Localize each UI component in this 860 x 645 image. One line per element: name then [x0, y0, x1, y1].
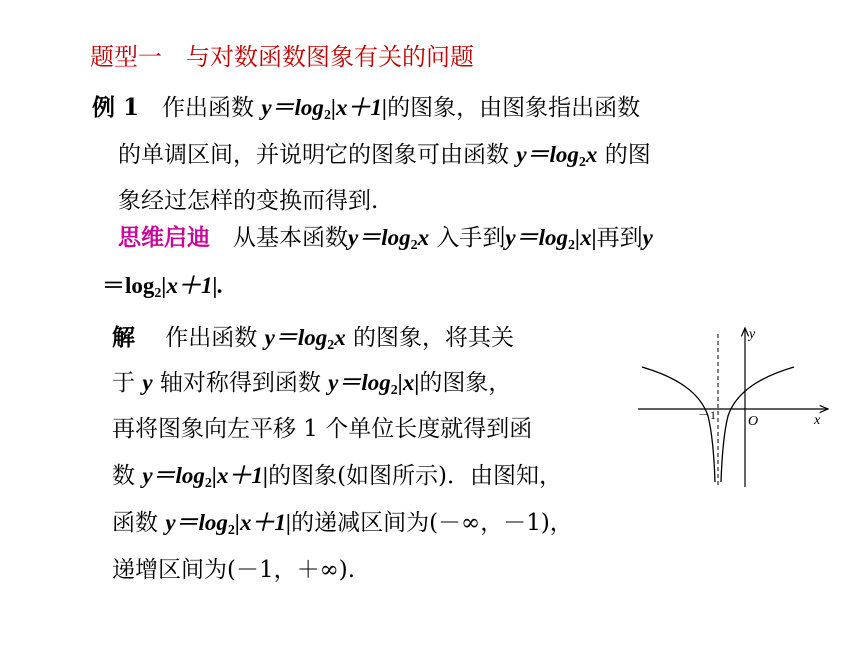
solution-line-3: 再将图象向左平移 1 个单位长度就得到函 [112, 416, 533, 442]
hint-line-2: $=\log_2|x+1|$. [102, 273, 224, 301]
solution-line-4: 数 $y=\log_2|x+1|$的图象(如图所示)．由图知， [112, 463, 563, 491]
hint-line-1: 思维启迪 从基本函数$y=\log_2x$ 入手到$y=\log_2|x|$再到y [118, 224, 653, 253]
solution-line-6: 递增区间为(－1，＋∞). [112, 557, 356, 583]
solution-line-2: 于 y 轴对称得到函数 $y=\log_2|x|$的图象， [112, 370, 512, 398]
solution-label: 解 [112, 324, 135, 351]
origin-label: O [748, 414, 759, 429]
hint-label: 思维启迪 [118, 224, 210, 251]
function-graph [636, 322, 836, 492]
example-line-1: 例 1 作出函数 $y=\log_2|x+1|$的图象，由图象指出函数 [92, 94, 641, 123]
example-line-2: 的单调区间，并说明它的图象可由函数 $y=\log_2x$ 的图 [118, 142, 651, 170]
solution-line-1: 解 作出函数 $y=\log_2x$ 的图象，将其关 [112, 324, 515, 353]
y-axis-label: y [749, 327, 756, 342]
solution-line-5: 函数 $y=\log_2|x+1|$的递减区间为(－∞，－1)， [112, 510, 573, 538]
example-label: 例 1 [92, 94, 140, 121]
example-line-3: 象经过怎样的变换而得到. [118, 188, 379, 214]
curve-left-branch [642, 367, 715, 482]
section-title: 题型一 与对数函数图象有关的问题 [90, 43, 474, 71]
tick-minus-one: －1 [698, 408, 717, 422]
x-axis-label: x [814, 413, 821, 428]
